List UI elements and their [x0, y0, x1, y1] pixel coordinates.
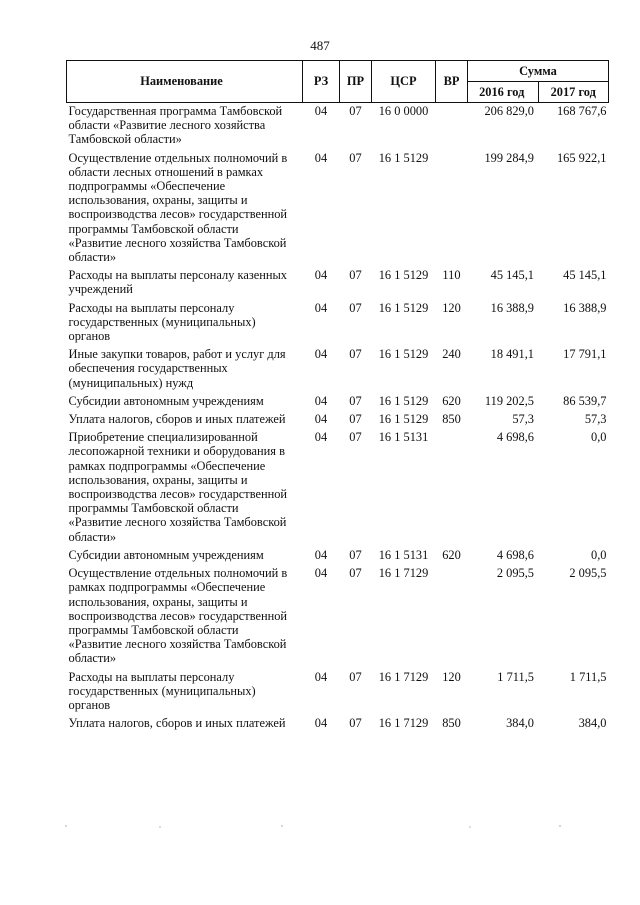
page-number: 487: [310, 38, 330, 53]
cell-sum-2016: 199 284,9: [484, 150, 534, 165]
cell-sum-2017: 45 145,1: [563, 268, 607, 283]
cell-sum-2017: 2 095,5: [569, 566, 607, 581]
header-name: Наименование: [67, 61, 303, 103]
cell-pr: 07: [349, 104, 362, 118]
cell-sum-2016: 45 145,1: [490, 268, 534, 283]
cell-name: Осуществление отдельных полномочий в области лесных отношений в рамках подпрограммы «Обеспечение использования, охраны, защиты и воспроизводства лесов» государственной программы Тамбовской области «Развитие лесного хозяйства Тамбовской области»: [68, 150, 288, 265]
cell-csr: 16 1 7129: [378, 566, 429, 581]
cell-sum-2016: 18 491,1: [490, 347, 534, 362]
cell-name: Субсидии автономным учреждениям: [68, 393, 264, 408]
cell-vr: 620: [442, 393, 461, 408]
cell-pr: 07: [349, 150, 362, 165]
cell-pr: 07: [349, 347, 362, 362]
cell-csr: 16 1 5131: [378, 430, 429, 445]
cell-csr: 16 0 0000: [378, 104, 429, 118]
cell-sum-2016: 119 202,5: [484, 393, 534, 408]
table-row: [67, 562, 609, 665]
cell-vr: 620: [442, 547, 461, 562]
cell-pr: 07: [349, 412, 362, 427]
cell-pr: 07: [349, 566, 362, 581]
cell-vr: [436, 147, 468, 265]
cell-rz: 04: [314, 547, 328, 562]
table-row: [67, 343, 609, 390]
header-2016: 2016 год: [468, 82, 539, 103]
cell-sum-2017: 384,0: [578, 716, 607, 731]
cell-vr: 110: [442, 268, 461, 283]
table-body: [67, 103, 609, 731]
cell-rz: 04: [314, 412, 328, 427]
cell-vr: 240: [442, 347, 461, 362]
table-row: [67, 147, 609, 265]
cell-name: Уплата налогов, сборов и иных платежей: [68, 716, 286, 731]
cell-vr: 850: [442, 412, 461, 427]
cell-pr: 07: [349, 547, 362, 562]
cell-csr: 16 1 5129: [378, 268, 429, 283]
cell-csr: 16 1 5129: [378, 300, 429, 315]
cell-rz: 04: [314, 150, 328, 165]
table-row: [67, 408, 609, 426]
cell-rz: 04: [314, 347, 328, 362]
cell-vr: [436, 426, 468, 544]
cell-name: Приобретение специализированной лесопожарной техники и оборудования в рамках подпрограммы «Обеспечение использования, охраны, защиты и воспроизводства лесов» государственной программы Тамбовской области «Развитие лесного хозяйства Тамбовской области»: [68, 430, 288, 544]
cell-rz: 04: [314, 300, 328, 315]
table-header: [67, 61, 609, 103]
cell-sum-2016: 57,3: [512, 412, 534, 427]
cell-name: Государственная программа Тамбовской области «Развитие лесного хозяйства Тамбовской области»: [68, 104, 283, 147]
cell-vr: 120: [442, 669, 461, 684]
cell-pr: 07: [349, 430, 362, 445]
cell-rz: 04: [314, 566, 328, 581]
cell-pr: 07: [349, 716, 362, 731]
cell-sum-2017: 17 791,1: [563, 347, 607, 362]
cell-csr: 16 1 5131: [378, 547, 429, 562]
cell-sum-2016: 1 711,5: [497, 669, 534, 684]
cell-rz: 04: [314, 669, 328, 684]
cell-vr: 850: [442, 716, 461, 731]
cell-sum-2016: 16 388,9: [490, 300, 534, 315]
cell-csr: 16 1 7129: [378, 669, 429, 684]
table-row: [67, 264, 609, 296]
cell-csr: 16 1 5129: [378, 412, 429, 427]
cell-sum-2016: 4 698,6: [496, 547, 534, 562]
cell-rz: 04: [314, 268, 328, 283]
cell-sum-2017: 86 539,7: [563, 393, 607, 408]
budget-table: [66, 60, 609, 730]
cell-rz: 04: [314, 430, 328, 445]
cell-csr: 16 1 5129: [378, 150, 429, 165]
cell-name: Иные закупки товаров, работ и услуг для обеспечения государственных (муниципальных) нужд: [68, 347, 286, 390]
cell-rz: 04: [314, 393, 328, 408]
cell-sum-2017: 1 711,5: [569, 669, 607, 684]
cell-sum-2016: 384,0: [506, 716, 534, 731]
table-row: [67, 426, 609, 544]
cell-sum-2017: 0,0: [591, 430, 607, 445]
header-rz: РЗ: [303, 61, 340, 103]
cell-name: Субсидии автономным учреждениям: [68, 547, 264, 562]
header-csr: ЦСР: [372, 61, 436, 103]
cell-sum-2016: 4 698,6: [496, 430, 534, 445]
cell-name: Расходы на выплаты персоналу государственных (муниципальных) органов: [68, 300, 256, 344]
header-pr: ПР: [340, 61, 372, 103]
cell-name: Уплата налогов, сборов и иных платежей: [68, 412, 286, 427]
cell-vr: [436, 103, 468, 147]
header-2017: 2017 год: [538, 82, 609, 103]
cell-pr: 07: [349, 669, 362, 684]
cell-sum-2017: 0,0: [591, 547, 607, 562]
header-sum: Сумма: [468, 61, 609, 82]
cell-csr: 16 1 5129: [378, 347, 429, 362]
table-row: [67, 712, 609, 730]
table-row: [67, 544, 609, 562]
cell-sum-2017: 57,3: [584, 412, 607, 427]
cell-pr: 07: [349, 268, 362, 283]
cell-name: Расходы на выплаты персоналу казенных учреждений: [68, 268, 287, 297]
cell-sum-2017: 168 767,6: [556, 104, 607, 118]
cell-name: Осуществление отдельных полномочий в рамках подпрограммы «Обеспечение использования, охраны, защиты и воспроизводства лесов» государственной программы Тамбовской области «Развитие лесного хозяйства Тамбовской области»: [68, 566, 288, 666]
header-vr: ВР: [436, 61, 468, 103]
cell-pr: 07: [349, 393, 362, 408]
table-row: [67, 103, 609, 147]
cell-sum-2017: 165 922,1: [556, 150, 607, 165]
cell-sum-2016: 2 095,5: [496, 566, 534, 581]
cell-csr: 16 1 7129: [378, 716, 429, 731]
cell-rz: 04: [314, 104, 328, 118]
cell-sum-2016: 206 829,0: [484, 104, 534, 118]
table-row: [67, 297, 609, 344]
cell-name: Расходы на выплаты персоналу государственных (муниципальных) органов: [68, 669, 256, 712]
table-row: [67, 390, 609, 408]
cell-vr: 120: [442, 300, 461, 315]
table-row: [67, 666, 609, 713]
cell-vr: [436, 562, 468, 665]
cell-sum-2017: 16 388,9: [563, 300, 607, 315]
scan-artifact-dots: [0, 822, 640, 832]
cell-rz: 04: [314, 716, 328, 731]
cell-pr: 07: [349, 300, 362, 315]
cell-csr: 16 1 5129: [378, 393, 429, 408]
